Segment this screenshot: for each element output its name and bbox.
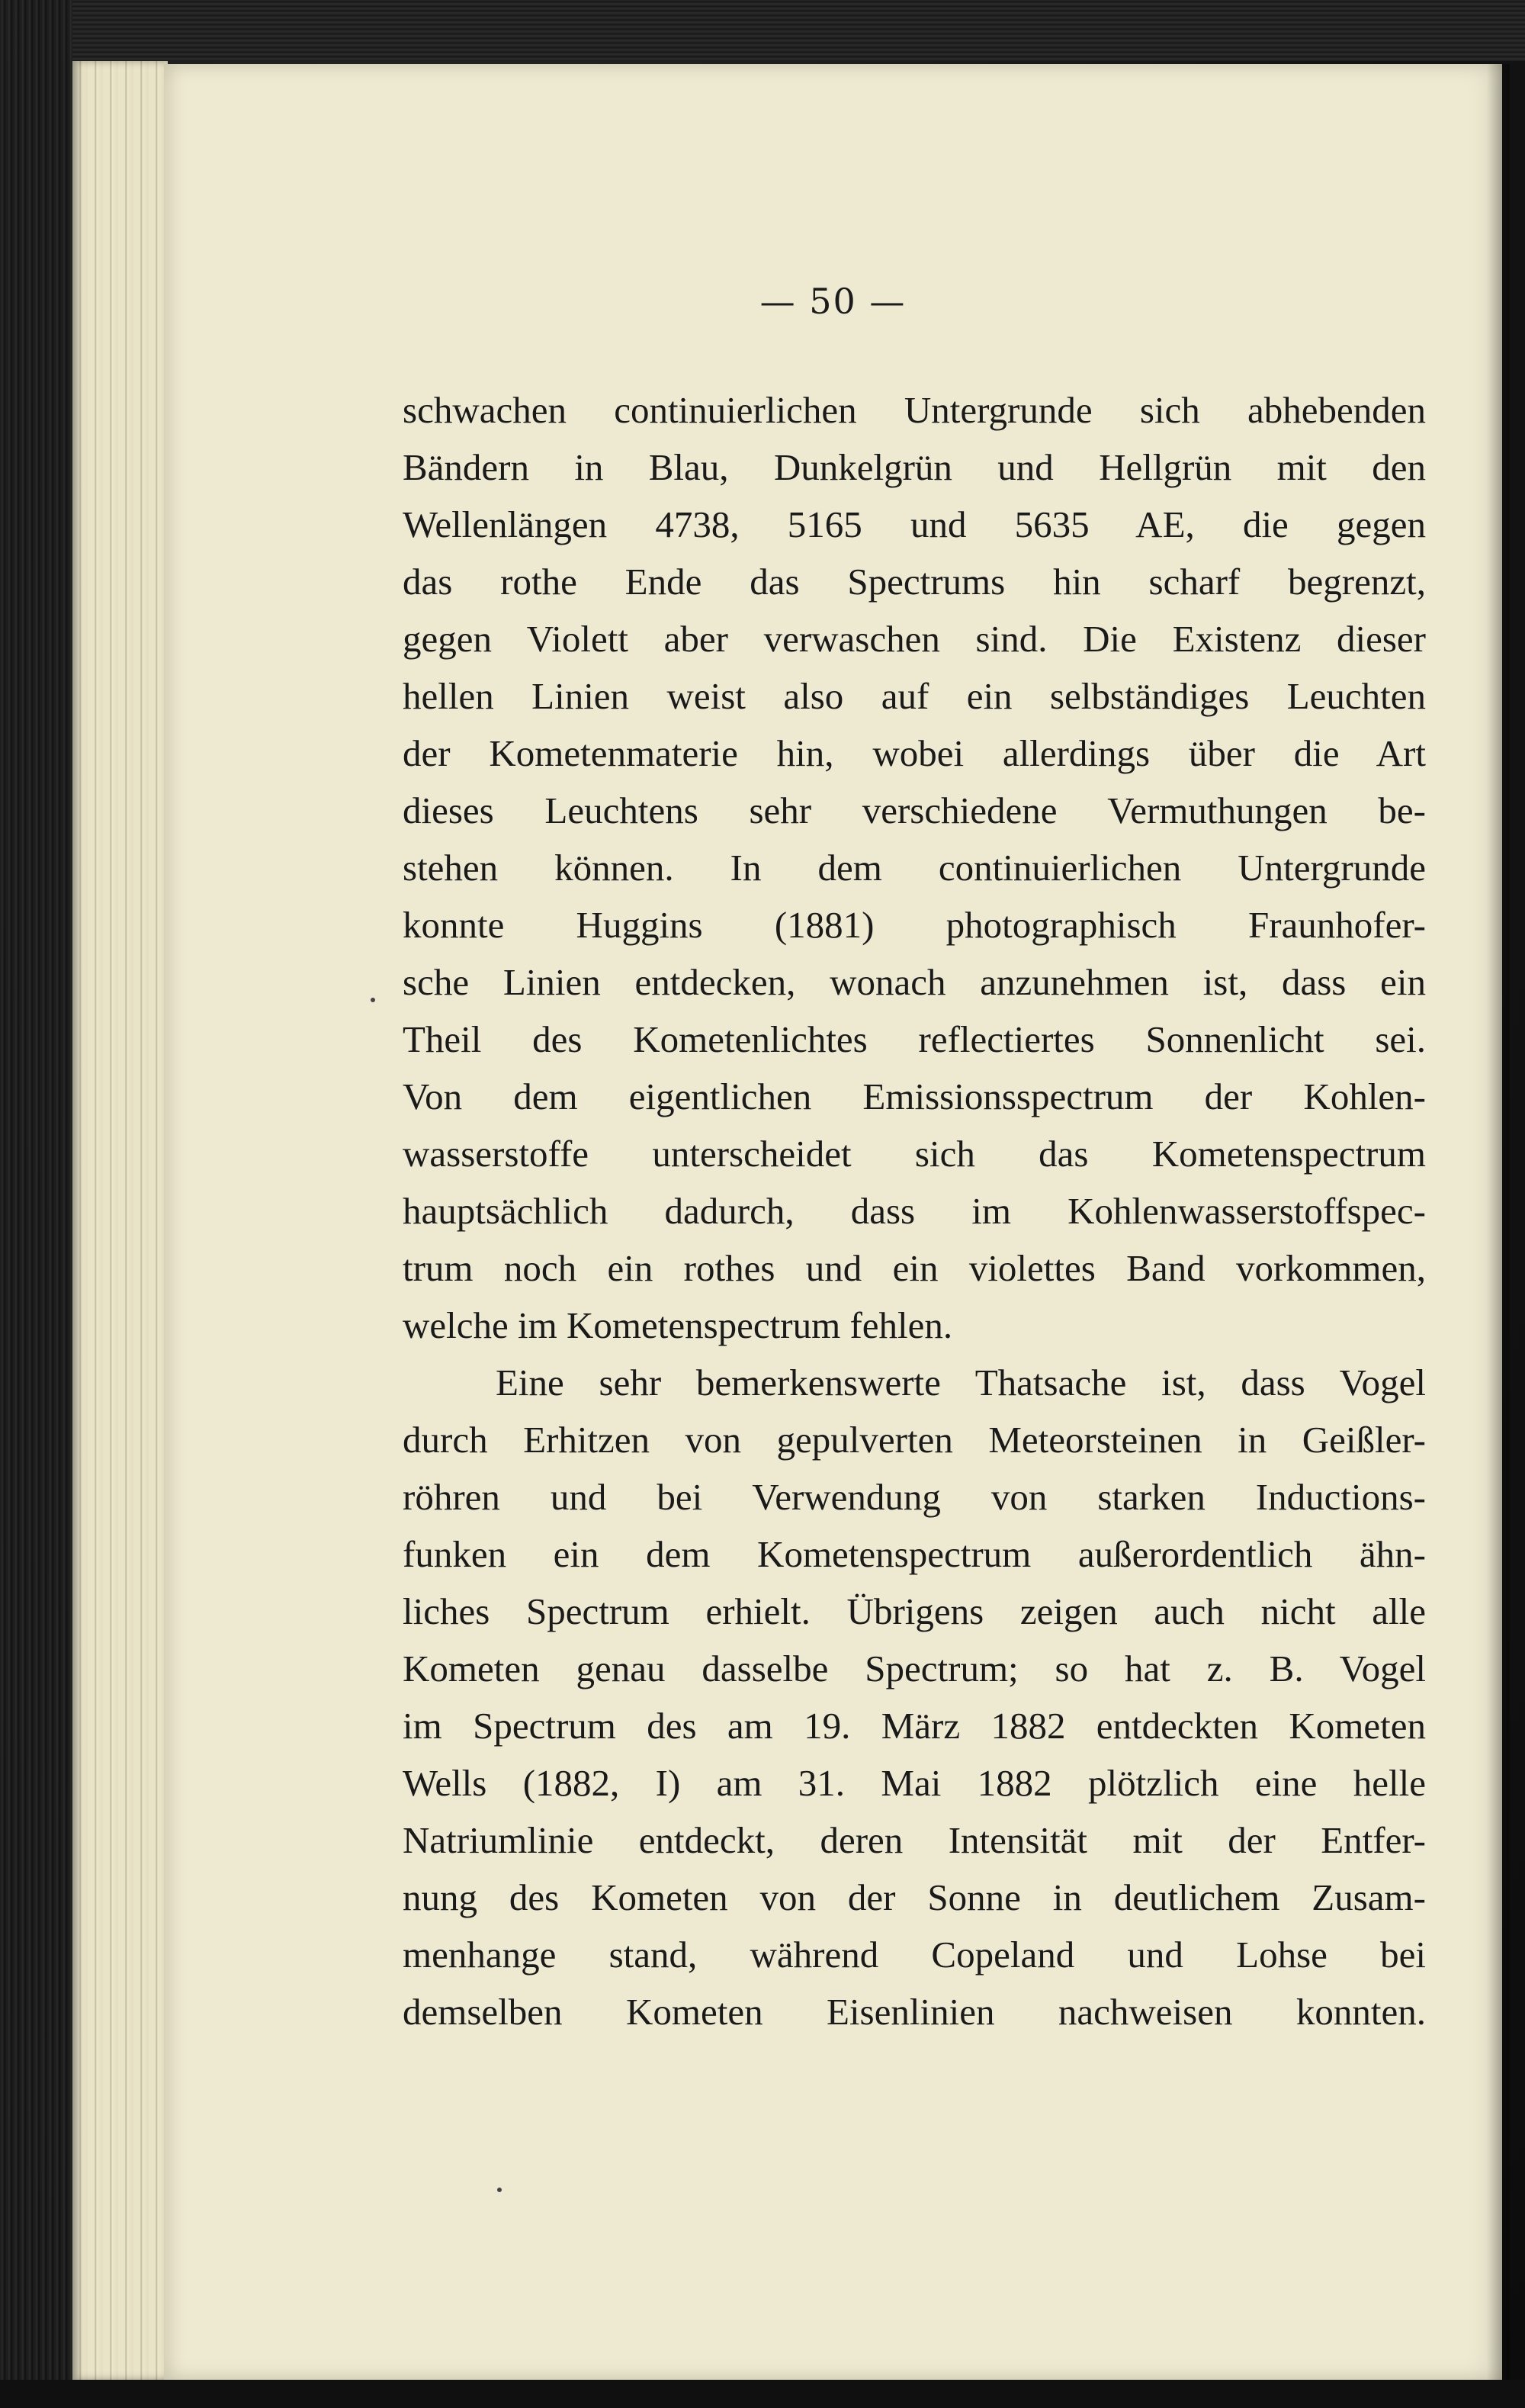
- text-line: Theil des Kometenlichtes reflectiertes Sonnenlicht sei.: [403, 1018, 1426, 1060]
- page-gutter-shadow: [1487, 64, 1510, 2380]
- text-line: Von dem eigentlichen Emissionsspectrum der Kohlen-: [403, 1075, 1426, 1117]
- text-line: demselben Kometen Eisenlinien nachweisen konnten.: [403, 1991, 1426, 2033]
- text-line: welche im Kometenspectrum fehlen.: [403, 1304, 953, 1346]
- text-line: das rothe Ende das Spectrums hin scharf begrenzt,: [403, 561, 1426, 603]
- text-line: dieses Leuchtens sehr verschiedene Vermuthungen be-: [403, 789, 1426, 831]
- text-line: funken ein dem Kometenspectrum außerordentlich ähn-: [403, 1533, 1426, 1575]
- text-line: schwachen continuierlichen Untergrunde sich abhebenden: [403, 389, 1426, 431]
- text-line: Eine sehr bemerkenswerte Thatsache ist, dass Vogel: [496, 1362, 1426, 1403]
- text-line: nung des Kometen von der Sonne in deutlichem Zusam-: [403, 1876, 1426, 1918]
- text-line: im Spectrum des am 19. März 1882 entdeckten Kometen: [403, 1705, 1426, 1747]
- page-edges: [72, 61, 168, 2380]
- text-line: Kometen genau dasselbe Spectrum; so hat z. B. Vogel: [403, 1648, 1426, 1689]
- page-speck: [371, 998, 375, 1002]
- text-line: hellen Linien weist also auf ein selbständiges Leuchten: [403, 675, 1426, 717]
- text-line: hauptsächlich dadurch, dass im Kohlenwasserstoffspec-: [403, 1190, 1426, 1232]
- text-line: Bändern in Blau, Dunkelgrün und Hellgrün mit den: [403, 446, 1426, 488]
- text-line: röhren und bei Verwendung von starken Inductions-: [403, 1476, 1426, 1518]
- text-line: gegen Violett aber verwaschen sind. Die Existenz dieser: [403, 618, 1426, 660]
- book-cover-top: [0, 0, 1525, 61]
- page-speck: [497, 2188, 502, 2192]
- text-line: durch Erhitzen von gepulverten Meteorsteinen in Geißler-: [403, 1419, 1426, 1461]
- text-line: Natriumlinie entdeckt, deren Intensität mit der Entfer-: [403, 1819, 1426, 1861]
- text-line: sche Linien entdecken, wonach anzunehmen ist, dass ein: [403, 961, 1426, 1003]
- body-text: [403, 381, 1426, 2040]
- text-line: Wellenlängen 4738, 5165 und 5635 AE, die gegen: [403, 503, 1426, 545]
- text-line: Wells (1882, I) am 31. Mai 1882 plötzlich eine helle: [403, 1762, 1426, 1804]
- text-line: trum noch ein rothes und ein violettes Band vorkommen,: [403, 1247, 1426, 1289]
- text-line: liches Spectrum erhielt. Übrigens zeigen auch nicht alle: [403, 1590, 1426, 1632]
- text-line: konnte Huggins (1881) photographisch Fraunhofer-: [403, 904, 1426, 946]
- text-line: wasserstoffe unterscheidet sich das Kometenspectrum: [403, 1133, 1426, 1175]
- book-binding: [0, 0, 72, 2408]
- text-line: stehen können. In dem continuierlichen Untergrunde: [403, 847, 1426, 889]
- text-line: der Kometenmaterie hin, wobei allerdings über die Art: [403, 732, 1426, 774]
- page-number: — 50 —: [759, 281, 907, 322]
- text-line: menhange stand, während Copeland und Lohse bei: [403, 1934, 1426, 1976]
- book-cover-bottom: [0, 2380, 1525, 2408]
